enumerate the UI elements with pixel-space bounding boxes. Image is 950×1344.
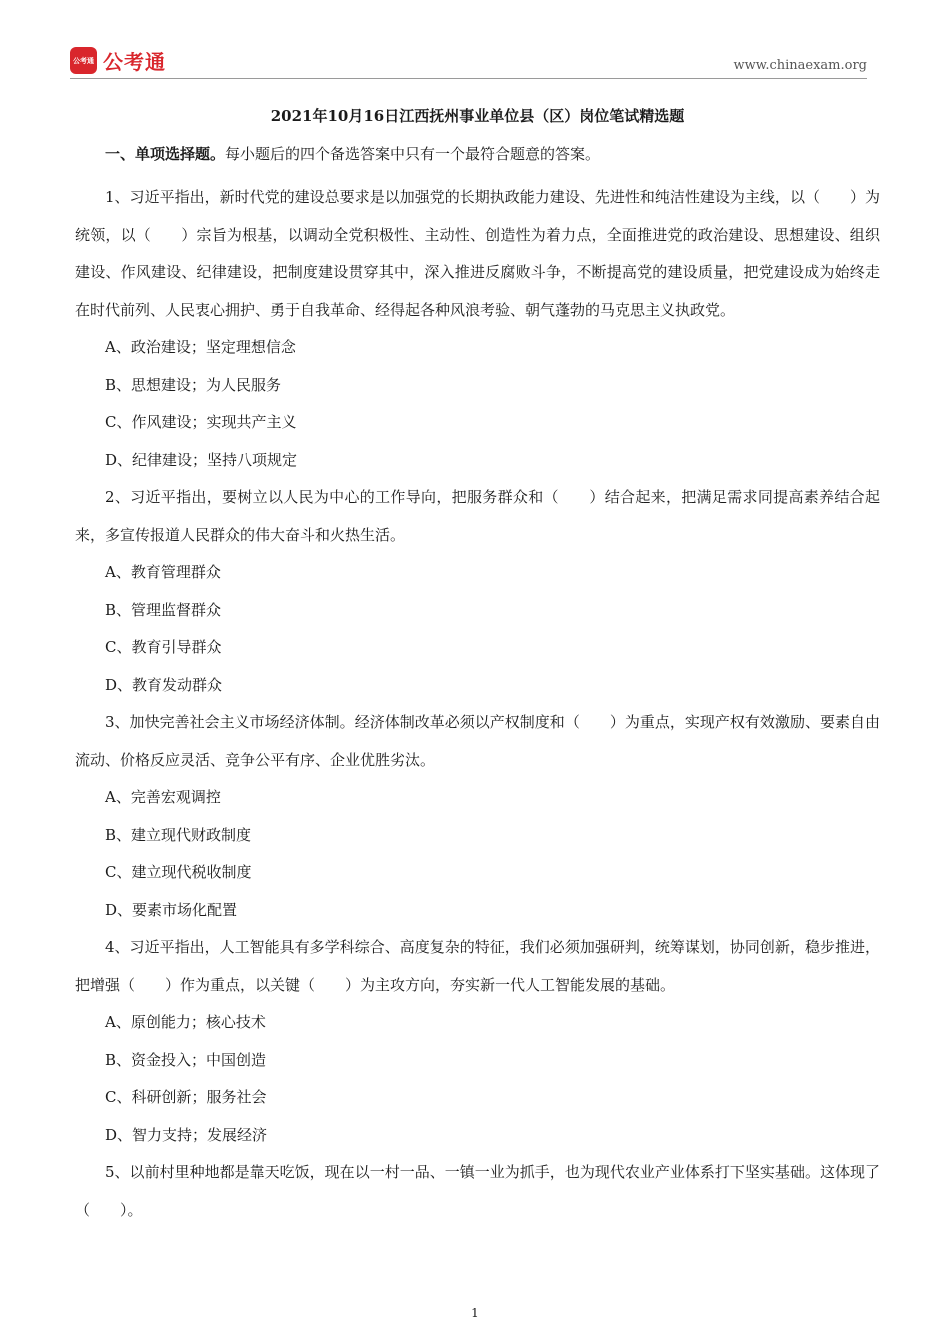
section-heading-text: 每小题后的四个备选答案中只有一个最符合题意的答案。 (225, 145, 601, 163)
option-b: B、建立现代财政制度 (105, 825, 252, 844)
option-a: A、政治建设；坚定理想信念 (105, 338, 296, 356)
question-4 (75, 929, 880, 1154)
header-divider (70, 78, 867, 79)
option-a: A、原创能力；核心技术 (105, 1013, 266, 1031)
question-5 (75, 1154, 880, 1229)
option-b: B、资金投入；中国创造 (105, 1050, 267, 1069)
page-number: 1 (471, 1306, 479, 1320)
question-stem: 2、习近平指出，要树立以人民为中心的工作导向，把服务群众和（ ）结合起来，把满足需求同提高素养结合起来，多宣传报道人民群众的伟大奋斗和火热生活。 (75, 488, 880, 544)
question-stem: 4、习近平指出，人工智能具有多学科综合、高度复杂的特征，我们必须加强研判，统筹谋划，协同创新，稳步推进，把增强（ ）作为重点，以关键（ ）为主攻方向，夯实新一代人工智能发展的基础。 (75, 938, 880, 994)
question-1 (75, 179, 880, 479)
site-url-link[interactable]: www.chinaexam.org (733, 58, 867, 73)
option-d: D、智力支持；发展经济 (105, 1125, 268, 1144)
document-body (75, 104, 880, 1229)
option-c: C、科研创新；服务社会 (105, 1088, 267, 1106)
option-b: B、思想建设；为人民服务 (105, 375, 282, 394)
option-b: B、管理监督群众 (105, 600, 222, 619)
option-a: A、教育管理群众 (105, 563, 221, 581)
question-2 (75, 479, 880, 704)
option-c: C、作风建设；实现共产主义 (105, 413, 297, 431)
option-c: C、建立现代税收制度 (105, 863, 252, 881)
document-title: 2021年10月16日江西抚州事业单位县（区）岗位笔试精选题 (270, 107, 685, 125)
option-c: C、教育引导群众 (105, 638, 222, 656)
brand-logo[interactable] (70, 46, 166, 75)
option-d: D、纪律建设；坚持八项规定 (105, 450, 298, 469)
question-stem: 3、加快完善社会主义市场经济体制。经济体制改革必须以产权制度和（ ）为重点，实现产权有效激励、要素自由流动、价格反应灵活、竞争公平有序、企业优胜劣汰。 (75, 713, 880, 769)
question-3 (75, 704, 880, 929)
section-heading-bold: 一、单项选择题。 (105, 145, 226, 163)
option-a: A、完善宏观调控 (105, 788, 221, 806)
question-stem: 5、以前村里种地都是靠天吃饭，现在以一村一品、一镇一业为抓手，也为现代农业产业体系打下坚实基础。这体现了（ ）。 (75, 1163, 880, 1219)
logo-text: 公考通 (103, 50, 166, 74)
question-stem: 1、习近平指出，新时代党的建设总要求是以加强党的长期执政能力建设、先进性和纯洁性建设为主线，以（ ）为统领，以（ ）宗旨为根基，以调动全党积极性、主动性、创造性为着力点，全面推进党的政治建设、思想建设、组织建设、作风建设、纪律建设，把制度建设贯穿其中，深入推进反腐败斗争，不断提高党的建设质量，把党建设成为始终走在时代前列、人民衷心拥护、勇于自我革命、经得起各种风浪考验、朝气蓬勃的马克思主义执政党。 (75, 188, 880, 319)
option-d: D、教育发动群众 (105, 675, 223, 694)
page-header (0, 0, 950, 80)
option-d: D、要素市场化配置 (105, 900, 238, 919)
section-heading (75, 142, 880, 166)
logo-badge-icon: 公考通 (70, 47, 97, 74)
